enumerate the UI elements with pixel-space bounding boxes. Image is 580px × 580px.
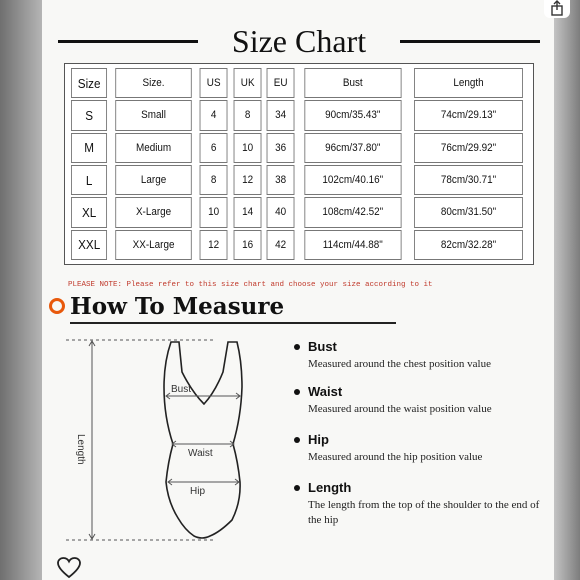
waist-label: Waist: [188, 448, 213, 459]
bodysuit-diagram: [42, 332, 292, 552]
table-cell: 6: [200, 133, 228, 163]
table-cell: 78cm/30.71": [414, 165, 523, 195]
table-cell: 40: [267, 197, 295, 227]
column-header: US: [200, 68, 228, 98]
table-cell: 102cm/40.16": [304, 165, 401, 195]
table-cell: 108cm/42.52": [304, 197, 401, 227]
table-cell: 38: [267, 165, 295, 195]
length-label: Length: [75, 434, 86, 465]
table-header-row: [69, 68, 529, 98]
measure-name: Hip: [292, 432, 542, 448]
measure-item-waist: [292, 384, 542, 417]
section-rule: [70, 322, 396, 324]
table-cell: 12: [200, 230, 228, 260]
table-cell: 80cm/31.50": [414, 197, 523, 227]
table-cell: XXL: [71, 230, 107, 260]
table-cell: 4: [200, 100, 228, 130]
table-row: [69, 165, 529, 195]
table-cell: 12: [233, 165, 261, 195]
table-cell: S: [71, 100, 107, 130]
hip-label: Hip: [190, 486, 206, 497]
size-chart-image: [42, 0, 554, 580]
measure-item-bust: [292, 339, 542, 372]
table-cell: XX-Large: [116, 230, 193, 260]
table-cell: 90cm/35.43": [304, 100, 401, 130]
section-title: How To Measure: [70, 293, 285, 320]
measure-description: The length from the top of the shoulder to the end of the hip: [308, 499, 540, 526]
table-row: [69, 133, 529, 163]
share-icon: [549, 0, 565, 16]
size-chart-header: [42, 22, 554, 60]
table-cell: 42: [267, 230, 295, 260]
table-cell: M: [71, 133, 107, 163]
table-row: [69, 197, 529, 227]
table-cell: L: [71, 165, 107, 195]
size-note: PLEASE NOTE: Please refer to this size chart and choose your size according to it: [68, 281, 433, 289]
column-header: Size: [71, 68, 107, 98]
table-cell: 8: [233, 100, 261, 130]
table-cell: 16: [233, 230, 261, 260]
measure-name: Waist: [292, 384, 542, 400]
table-cell: 8: [200, 165, 228, 195]
table-cell: Small: [116, 100, 193, 130]
size-table: [64, 63, 534, 265]
column-header: Bust: [304, 68, 401, 98]
bodysuit-outline: [164, 342, 242, 538]
column-header: Size.: [116, 68, 193, 98]
table-cell: XL: [71, 197, 107, 227]
measure-item-hip: [292, 432, 542, 465]
background-right: [552, 0, 580, 580]
table-cell: 96cm/37.80": [304, 133, 401, 163]
table-cell: 10: [233, 133, 261, 163]
ring-icon: [48, 297, 66, 315]
table-cell: 114cm/44.88": [304, 230, 401, 260]
heart-icon[interactable]: [56, 556, 82, 580]
measure-description: Measured around the hip position value: [308, 451, 483, 463]
column-header: EU: [267, 68, 295, 98]
how-to-measure-header: [42, 292, 554, 322]
measure-name: Bust: [292, 339, 542, 355]
measure-item-length: [292, 480, 542, 528]
title-rule-left: [58, 40, 198, 43]
bust-label: Bust: [171, 384, 192, 395]
table-cell: 36: [267, 133, 295, 163]
title-rule-right: [400, 40, 540, 43]
page-title: Size Chart: [231, 23, 367, 59]
table-cell: 14: [233, 197, 261, 227]
table-cell: 82cm/32.28": [414, 230, 523, 260]
table-row: [69, 100, 529, 130]
column-header: UK: [233, 68, 261, 98]
measure-description: Measured around the waist position value: [308, 403, 492, 415]
column-header: Length: [414, 68, 523, 98]
table-cell: 34: [267, 100, 295, 130]
table-cell: 10: [200, 197, 228, 227]
table-cell: 74cm/29.13": [414, 100, 523, 130]
table-row: [69, 230, 529, 260]
table-cell: X-Large: [116, 197, 193, 227]
share-button[interactable]: [544, 0, 570, 18]
measure-description: Measured around the chest position value: [308, 358, 491, 370]
table-cell: Medium: [116, 133, 193, 163]
background-left: [0, 0, 42, 580]
table-cell: 76cm/29.92": [414, 133, 523, 163]
table-cell: Large: [116, 165, 193, 195]
measure-name: Length: [292, 480, 542, 496]
